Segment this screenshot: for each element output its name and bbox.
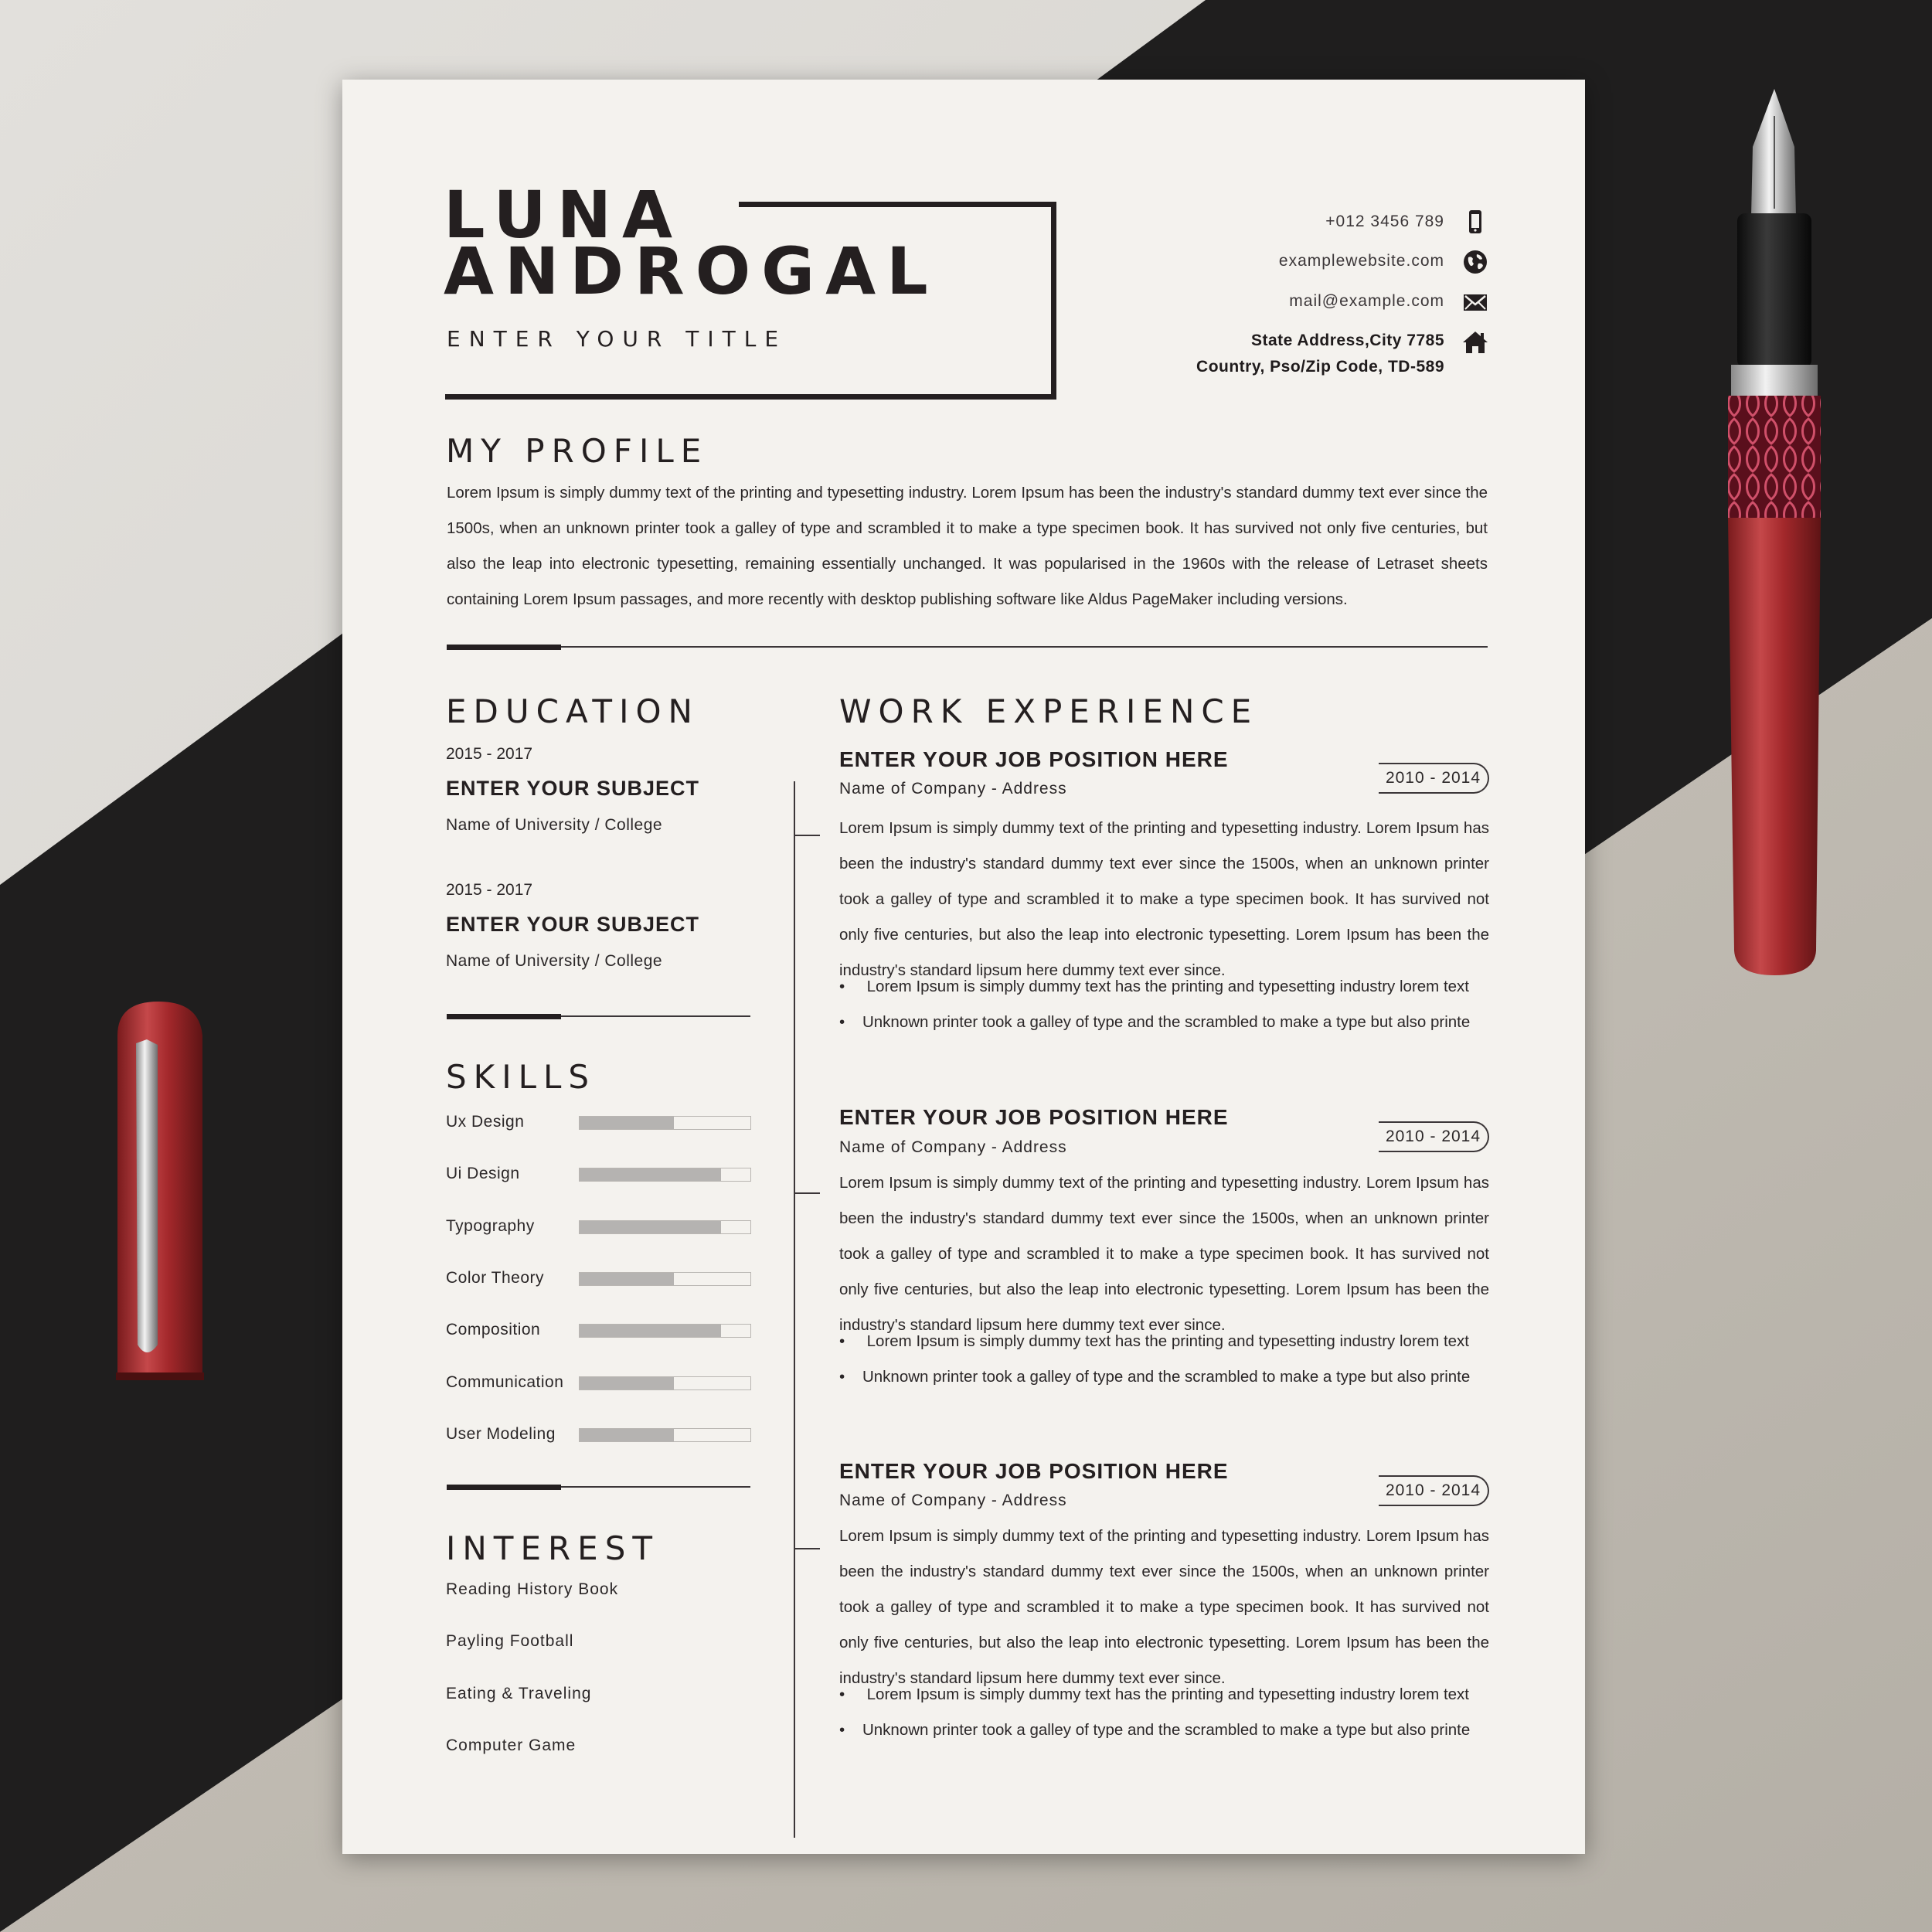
skill-bar: [579, 1324, 751, 1338]
job-dates: 2010 - 2014: [1379, 1475, 1489, 1506]
skill-bar-fill: [580, 1168, 721, 1181]
interest-item: Reading History Book: [446, 1580, 619, 1598]
skill-label: Ui Design: [446, 1165, 520, 1183]
skill-label: User Modeling: [446, 1424, 556, 1443]
interest-item: Computer Game: [446, 1736, 577, 1754]
job-position: ENTER YOUR JOB POSITION HERE: [839, 747, 1229, 771]
skill-bar: [579, 1272, 751, 1286]
phone-icon: [1461, 208, 1489, 236]
globe-icon: [1461, 248, 1489, 276]
job-bullet: • Unknown printer took a galley of type and the scrambled to make a type but also printe: [839, 1721, 1471, 1739]
profile-heading: MY PROFILE: [446, 432, 709, 470]
skill-label: Composition: [446, 1321, 541, 1339]
timeline-tick: [794, 835, 820, 836]
education-school: Name of University / College: [446, 952, 663, 970]
job-dates: 2010 - 2014: [1379, 763, 1489, 794]
contact-address-line2: Country, Pso/Zip Code, TD-589: [1196, 358, 1444, 376]
job-description: Lorem Ipsum is simply dummy text of the printing and typesetting industry. Lorem Ipsum has been the industry's standard dummy text ever since the 1500s, when an unknown printer took a galley of type and scrambled it to make a type specimen book. It has survived not only five centuries, but also the leap into electronic typesetting. Lorem Ipsum has been the industry's standard lipsum here dummy text ever since.: [839, 1527, 1489, 1687]
skill-bar: [579, 1220, 751, 1234]
envelope-icon: [1461, 288, 1489, 316]
skill-bar-fill: [580, 1377, 674, 1389]
education-school: Name of University / College: [446, 816, 663, 834]
interest-item: Eating & Traveling: [446, 1685, 592, 1702]
job-bullet: • Lorem Ipsum is simply dummy text has the printing and typesetting industry lorem text: [839, 978, 1469, 995]
profile-divider-accent: [447, 645, 561, 650]
skill-bar-fill: [580, 1117, 674, 1129]
resume-page: [342, 80, 1585, 1854]
job-dates: 2010 - 2014: [1379, 1121, 1489, 1152]
job-bullet: • Lorem Ipsum is simply dummy text has the printing and typesetting industry lorem text: [839, 1685, 1469, 1703]
job-company: Name of Company - Address: [839, 780, 1067, 798]
fountain-pen: [1728, 89, 1821, 975]
first-name: LUNA: [444, 177, 684, 253]
skill-bar: [579, 1116, 751, 1130]
job-title: ENTER YOUR TITLE: [447, 326, 787, 352]
timeline-tick: [794, 1192, 820, 1194]
contact-email: mail@example.com: [1289, 292, 1444, 310]
job-bullet-text: Lorem Ipsum is simply dummy text has the printing and typesetting industry lorem text: [866, 1685, 1469, 1703]
skill-label: Typography: [446, 1216, 535, 1235]
skill-label: Color Theory: [446, 1268, 544, 1287]
job-company: Name of Company - Address: [839, 1138, 1067, 1156]
last-name: ANDROGAL: [444, 233, 939, 309]
education-subject: ENTER YOUR SUBJECT: [446, 777, 700, 800]
education-heading: EDUCATION: [446, 692, 699, 730]
skill-bar-fill: [580, 1325, 721, 1337]
job-description: Lorem Ipsum is simply dummy text of the printing and typesetting industry. Lorem Ipsum has been the industry's standard dummy text ever since the 1500s, when an unknown printer took a galley of type and scrambled it to make a type specimen book. It has survived not only five centuries, but also the leap into electronic typesetting. Lorem Ipsum has been the industry's standard lipsum here dummy text ever since.: [839, 819, 1489, 979]
job-description: Lorem Ipsum is simply dummy text of the printing and typesetting industry. Lorem Ipsum has been the industry's standard dummy text ever since the 1500s, when an unknown printer took a galley of type and scrambled it to make a type specimen book. It has survived not only five centuries, but also the leap into electronic typesetting. Lorem Ipsum has been the industry's standard lipsum here dummy text ever since.: [839, 1174, 1489, 1334]
job-position: ENTER YOUR JOB POSITION HERE: [839, 1459, 1229, 1483]
job-bullet-text: Unknown printer took a galley of type and the scrambled to make a type but also printe: [862, 1721, 1471, 1739]
education-date: 2015 - 2017: [446, 745, 533, 763]
job-bullet-text: Lorem Ipsum is simply dummy text has the printing and typesetting industry lorem text: [866, 1332, 1469, 1350]
skill-bar-fill: [580, 1429, 674, 1441]
job-position: ENTER YOUR JOB POSITION HERE: [839, 1105, 1229, 1129]
interest-heading: INTEREST: [446, 1529, 660, 1567]
contact-address-line1: State Address,City 7785: [1251, 332, 1444, 349]
job-company: Name of Company - Address: [839, 1492, 1067, 1509]
timeline-line: [794, 781, 795, 1838]
skill-bar-fill: [580, 1221, 721, 1233]
name-frame: [739, 202, 1056, 400]
skill-bar: [579, 1376, 751, 1390]
skill-label: Ux Design: [446, 1113, 525, 1131]
job-bullet: • Lorem Ipsum is simply dummy text has the printing and typesetting industry lorem text: [839, 1332, 1469, 1350]
job-bullet-text: Unknown printer took a galley of type and the scrambled to make a type but also printe: [862, 1368, 1471, 1386]
interest-item: Payling Football: [446, 1632, 574, 1650]
job-bullet: • Unknown printer took a galley of type and the scrambled to make a type but also printe: [839, 1013, 1471, 1031]
job-bullet-text: Unknown printer took a galley of type and the scrambled to make a type but also printe: [862, 1013, 1471, 1031]
skill-label: Communication: [446, 1372, 564, 1391]
education-divider-accent: [447, 1014, 561, 1019]
contact-phone: +012 3456 789: [1325, 213, 1444, 230]
profile-text: Lorem Ipsum is simply dummy text of the printing and typesetting industry. Lorem Ipsum has been the industry's standard dummy text ever since the 1500s, when an unknown printer took a galley of type and scrambled it to make a type specimen book. It has survived not only five centuries, but also the leap into electronic typesetting, remaining essentially unchanged. It was popularised in the 1960s with the release of Letraset sheets containing Lorem Ipsum passages, and more recently with desktop publishing software like Aldus PageMaker including versions.: [447, 484, 1488, 608]
contact-website: examplewebsite.com: [1278, 252, 1444, 270]
work-heading: WORK EXPERIENCE: [839, 692, 1259, 730]
home-icon: [1461, 328, 1489, 356]
job-bullet-text: Lorem Ipsum is simply dummy text has the printing and typesetting industry lorem text: [866, 978, 1469, 995]
skill-bar: [579, 1428, 751, 1442]
education-date: 2015 - 2017: [446, 881, 533, 899]
job-bullet: • Unknown printer took a galley of type and the scrambled to make a type but also printe: [839, 1368, 1471, 1386]
education-subject: ENTER YOUR SUBJECT: [446, 913, 700, 936]
skills-heading: SKILLS: [446, 1058, 597, 1096]
pen-cap: [116, 1002, 204, 1380]
skill-bar-fill: [580, 1273, 674, 1285]
timeline-tick: [794, 1548, 820, 1549]
name-frame-underline: [445, 394, 1056, 400]
skill-bar: [579, 1168, 751, 1182]
skills-divider-accent: [447, 1485, 561, 1490]
profile-divider: [447, 646, 1488, 648]
